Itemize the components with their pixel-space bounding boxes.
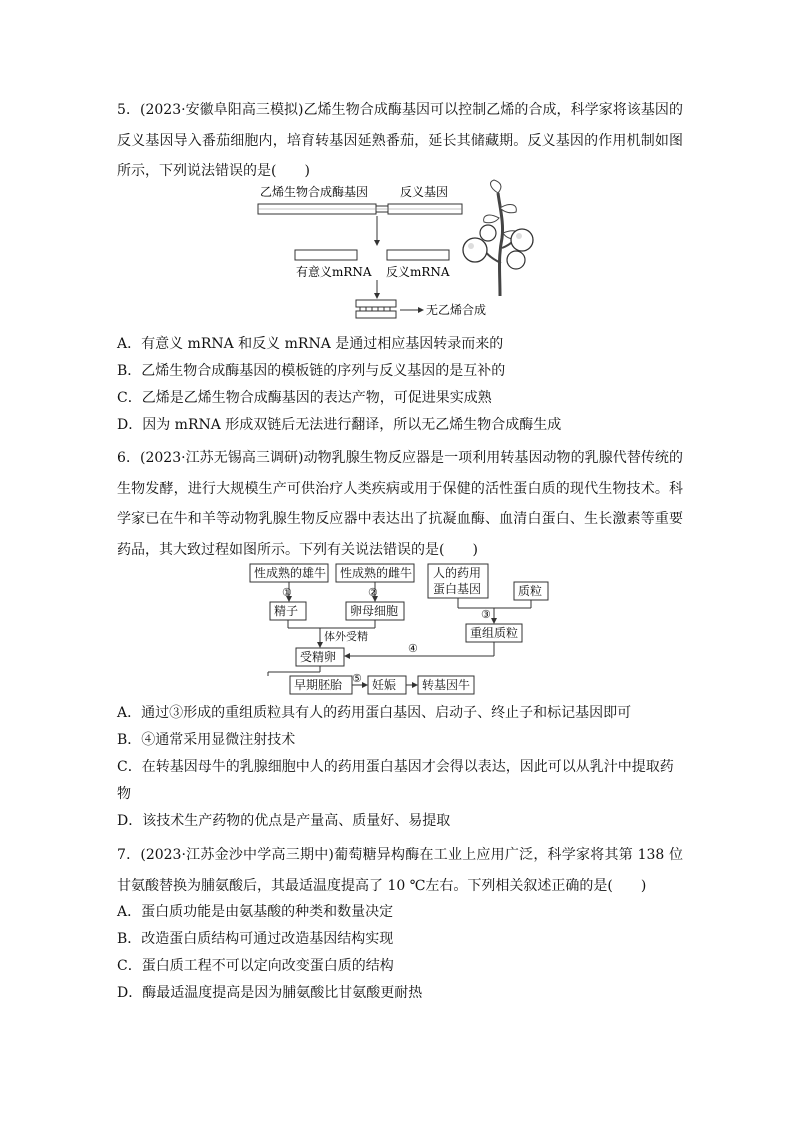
q5-gene-bar <box>258 204 462 214</box>
tomato-plant-illustration <box>460 178 540 298</box>
q5-antisense-mrna-bar <box>387 250 449 260</box>
q5-option-a: A．有意义 mRNA 和反义 mRNA 是通过相应基因转录而来的 <box>117 336 504 352</box>
q7-stem: 7．(2023·江苏金沙中学高三期中)葡萄糖异构酶在工业上应用广泛，科学家将其第 138 位甘氨酸替换为脯氨酸后，其最适温度提高了 10 ℃左右。下列相关叙述正确的是( ) <box>117 847 683 894</box>
q6-stem: 6．(2023·江苏无锡高三调研)动物乳腺生物反应器是一项利用转基因动物的乳腺代替传统的生物发酵，进行大规模生产可供治疗人类疾病或用于保健的活性蛋白质的现代生物技术。科学家已在牛和羊等动物乳腺生物反应器中表达出了抗凝血酶、血清白蛋白、生长激素等重要药品，其大致过程如图所示。下列有关说法错误的是( ) <box>117 450 683 558</box>
q5-sense-mrna-bar <box>295 250 357 260</box>
q5-result-label: 无乙烯合成 <box>426 303 487 317</box>
label-plasmid: 质粒 <box>518 584 543 598</box>
q6-option-a: A．通过③形成的重组质粒具有人的药用蛋白基因、启动子、终止子和标记基因即可 <box>117 705 632 721</box>
label-ivf: 体外受精 <box>324 630 368 643</box>
label-transgenic: 转基因牛 <box>422 678 471 692</box>
q6-option-c: C．在转基因母牛的乳腺细胞中人的药用蛋白基因才会得以表达，因此可以从乳汁中提取药物 <box>117 759 674 802</box>
q5-option-b: B．乙烯生物合成酶基因的模板链的序列与反义基因的是互补的 <box>117 363 506 379</box>
step-5: ⑤ <box>352 672 362 685</box>
q5-sense-mrna-label: 有意义mRNA <box>296 265 372 279</box>
q7-option-a: A．蛋白质功能是由氨基酸的种类和数量决定 <box>117 904 394 920</box>
step-4: ④ <box>408 642 418 655</box>
q5-antisense-gene-label: 反义基因 <box>400 185 449 199</box>
label-human-gene-1: 人的药用 <box>433 566 482 580</box>
q5-stem: 5．(2023·安徽阜阳高三模拟)乙烯生物合成酶基因可以控制乙烯的合成，科学家将该基因的反义基因导入番茄细胞内，培育转基因延熟番茄，延长其储藏期。反义基因的作用机制如图所示，下列说法错误的是( ) <box>117 102 683 179</box>
label-zygote: 受精卵 <box>300 650 337 664</box>
label-male: 性成熟的雄牛 <box>254 566 327 580</box>
label-human-gene-2: 蛋白基因 <box>433 582 482 596</box>
q5-double-strand-mrna <box>356 300 396 318</box>
q6-flowchart <box>248 560 558 700</box>
step-1: ① <box>282 586 292 599</box>
q7-option-c: C．蛋白质工程不可以定向改变蛋白质的结构 <box>117 958 394 974</box>
q5-antisense-mrna-label: 反义mRNA <box>386 265 450 279</box>
label-female: 性成熟的雌牛 <box>340 566 413 580</box>
q7-option-d: D．酶最适温度提高是因为脯氨酸比甘氨酸更耐热 <box>117 985 423 1001</box>
q7-option-b: B．改造蛋白质结构可通过改造基因结构实现 <box>117 931 394 947</box>
q5-gene-label: 乙烯生物合成酶基因 <box>260 185 369 199</box>
label-recombinant: 重组质粒 <box>470 626 519 640</box>
q5-option-c: C．乙烯是乙烯生物合成酶基因的表达产物，可促进果实成熟 <box>117 390 492 406</box>
step-3: ③ <box>481 608 491 621</box>
q6-option-b: B．④通常采用显微注射技术 <box>117 732 296 748</box>
label-embryo: 早期胚胎 <box>294 678 343 692</box>
label-sperm: 精子 <box>274 604 299 618</box>
q5-option-d: D．因为 mRNA 形成双链后无法进行翻译，所以无乙烯生物合成酶生成 <box>117 417 562 433</box>
q6-option-d: D．该技术生产药物的优点是产量高、质量好、易提取 <box>117 813 451 829</box>
label-pregnant: 妊娠 <box>372 678 397 692</box>
label-egg: 卵母细胞 <box>350 604 399 618</box>
step-2: ② <box>368 586 378 599</box>
